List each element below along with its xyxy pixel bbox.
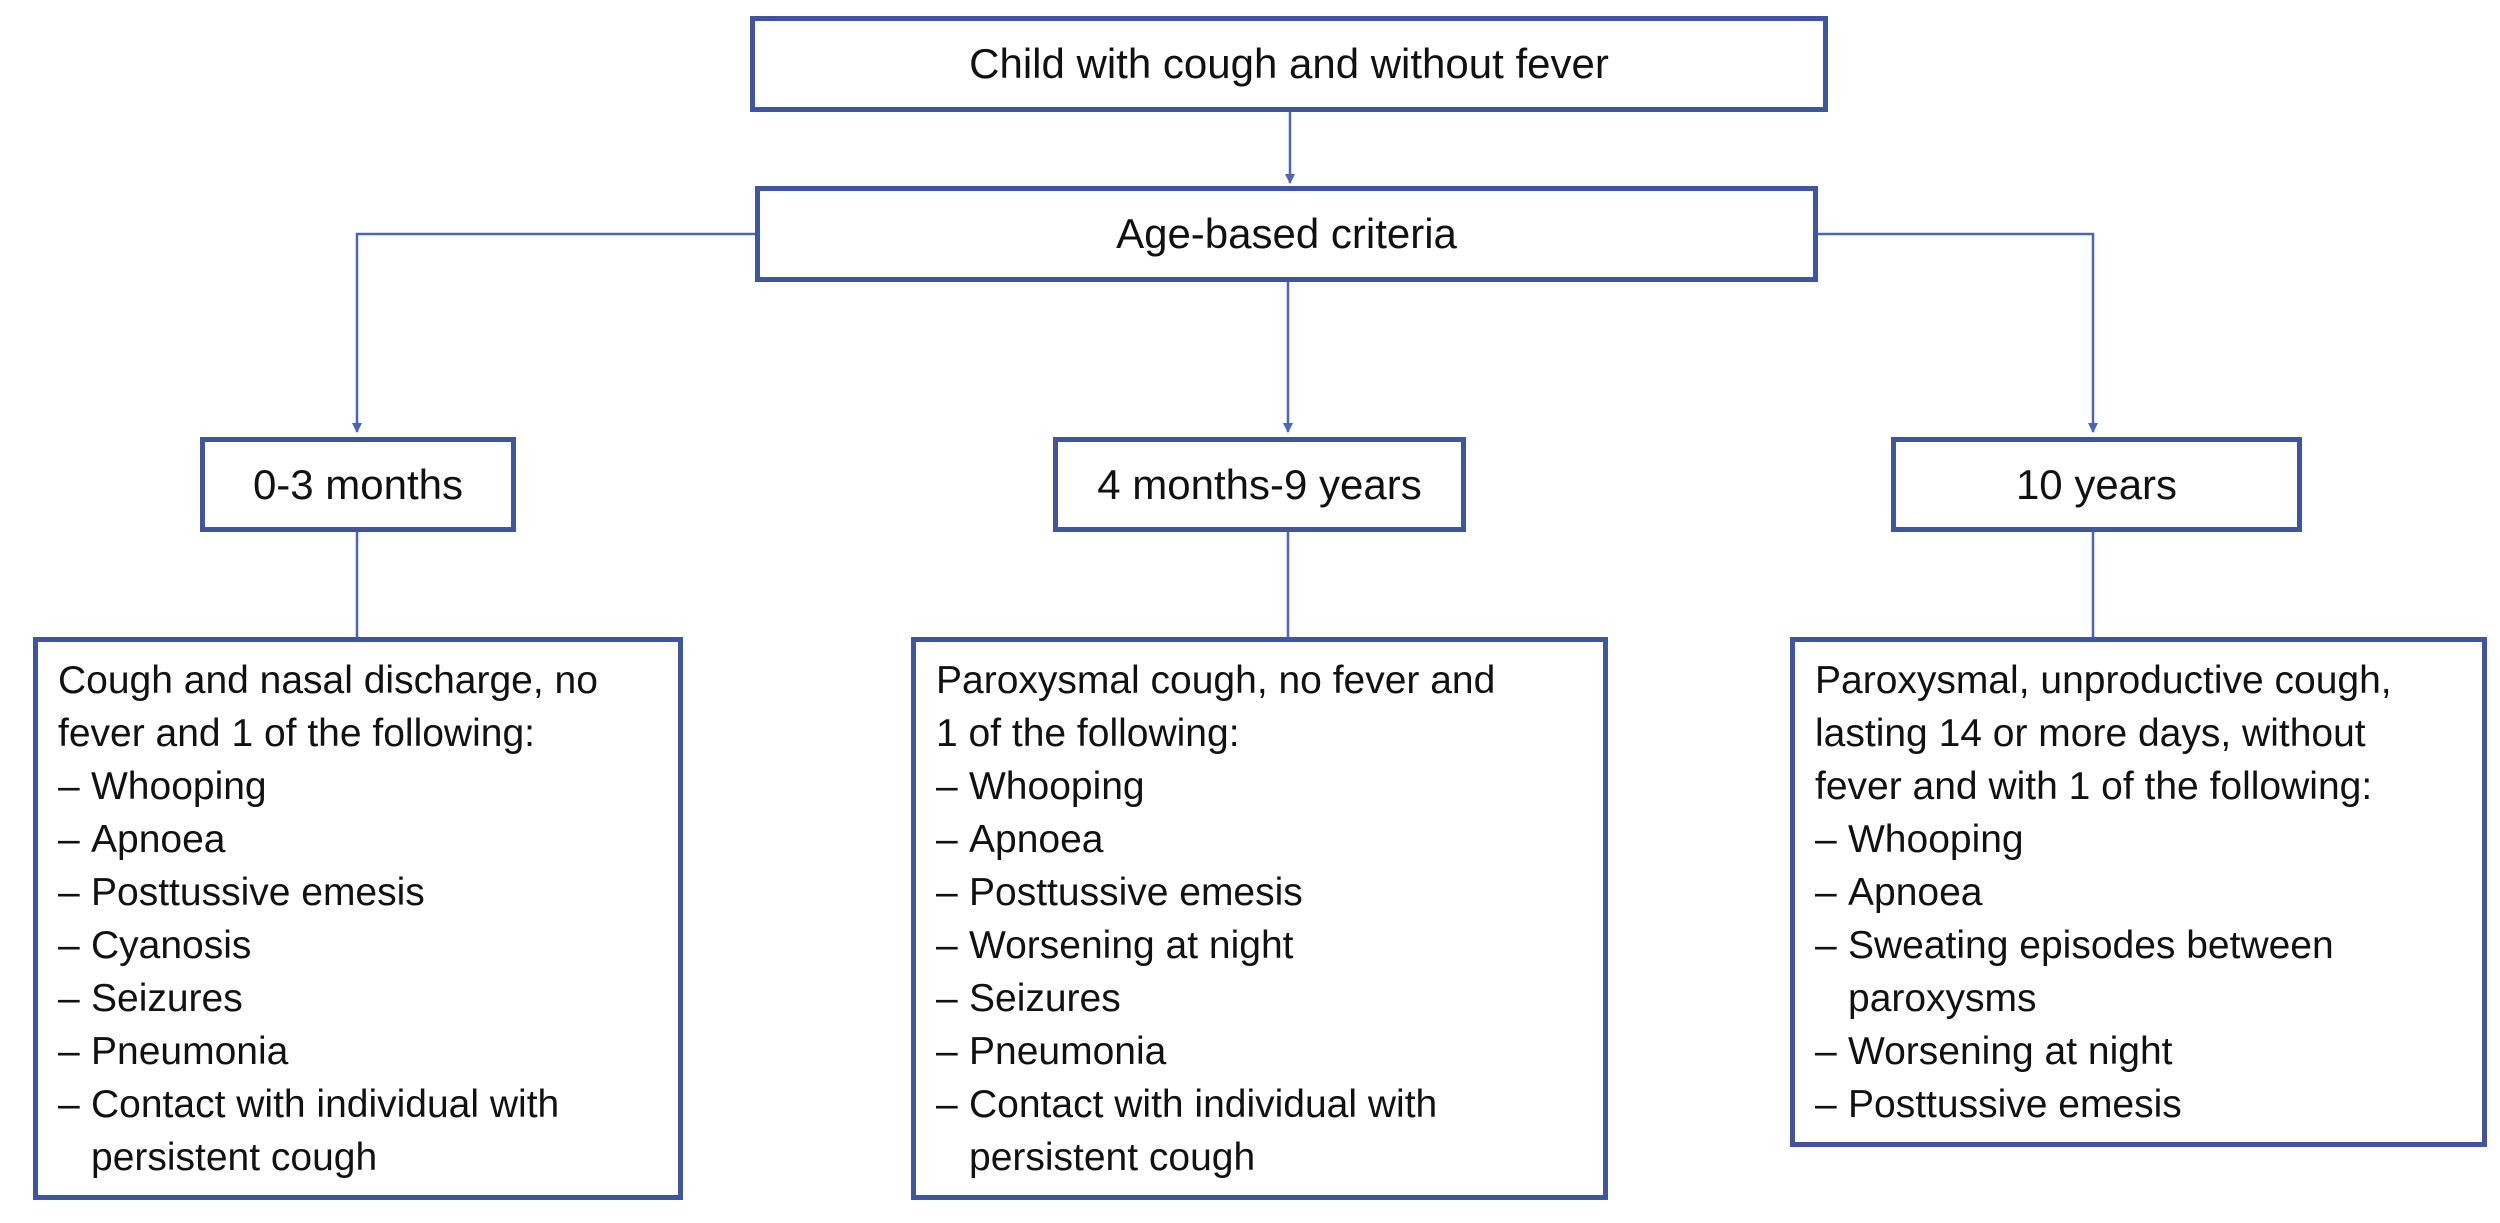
criteria-item: – Pneumonia	[936, 1025, 1585, 1078]
criteria-item: – Seizures	[936, 972, 1585, 1025]
criteria-item: – Whooping	[1815, 813, 2464, 866]
criteria-item: – Sweating episodes between paroxysms	[1815, 919, 2464, 1025]
criteria-item: – Apnoea	[1815, 866, 2464, 919]
criteria-intro: Paroxysmal, unproductive cough, lasting 14 or more days, without fever and with 1 of the following:	[1815, 659, 2392, 808]
age-box-0-3-months	[200, 437, 516, 532]
criteria-list	[936, 760, 1585, 1184]
criteria-item: – Pneumonia	[58, 1025, 660, 1078]
criteria-label: Age-based criteria	[1116, 210, 1457, 257]
criteria-item: – Contact with individual with persistent cough	[936, 1078, 1585, 1184]
criteria-box-10-years	[1790, 637, 2487, 1147]
criteria-list	[1815, 813, 2464, 1131]
criteria-box	[755, 186, 1818, 282]
criteria-intro: Paroxysmal cough, no fever and 1 of the following:	[936, 659, 1496, 755]
arrow-criteria-to-age-10y	[1818, 234, 2093, 432]
age-label: 0-3 months	[252, 460, 464, 508]
criteria-item: – Seizures	[58, 972, 660, 1025]
criteria-item: – Posttussive emesis	[1815, 1078, 2464, 1131]
criteria-item: – Apnoea	[58, 813, 660, 866]
age-label: 4 months-9 years	[1097, 460, 1422, 508]
root-box	[750, 16, 1828, 112]
age-box-10-years	[1891, 437, 2302, 532]
criteria-item: – Cyanosis	[58, 919, 660, 972]
criteria-box-4-months-9-years	[911, 637, 1608, 1200]
criteria-item: – Whooping	[936, 760, 1585, 813]
criteria-intro: Cough and nasal discharge, no fever and 1 of the following:	[58, 659, 598, 755]
criteria-list	[58, 760, 660, 1184]
criteria-item: – Posttussive emesis	[936, 866, 1585, 919]
criteria-item: – Apnoea	[936, 813, 1585, 866]
criteria-item: – Worsening at night	[1815, 1025, 2464, 1078]
criteria-item: – Worsening at night	[936, 919, 1585, 972]
criteria-box-0-3-months	[33, 637, 683, 1200]
age-label: 10 years	[2015, 460, 2178, 508]
criteria-item: – Posttussive emesis	[58, 866, 660, 919]
age-box-4-months-9-years	[1053, 437, 1466, 532]
criteria-item: – Contact with individual with persistent cough	[58, 1078, 660, 1184]
criteria-item: – Whooping	[58, 760, 660, 813]
root-label: Child with cough and without fever	[969, 40, 1609, 87]
arrow-criteria-to-age-0-3	[357, 234, 755, 432]
